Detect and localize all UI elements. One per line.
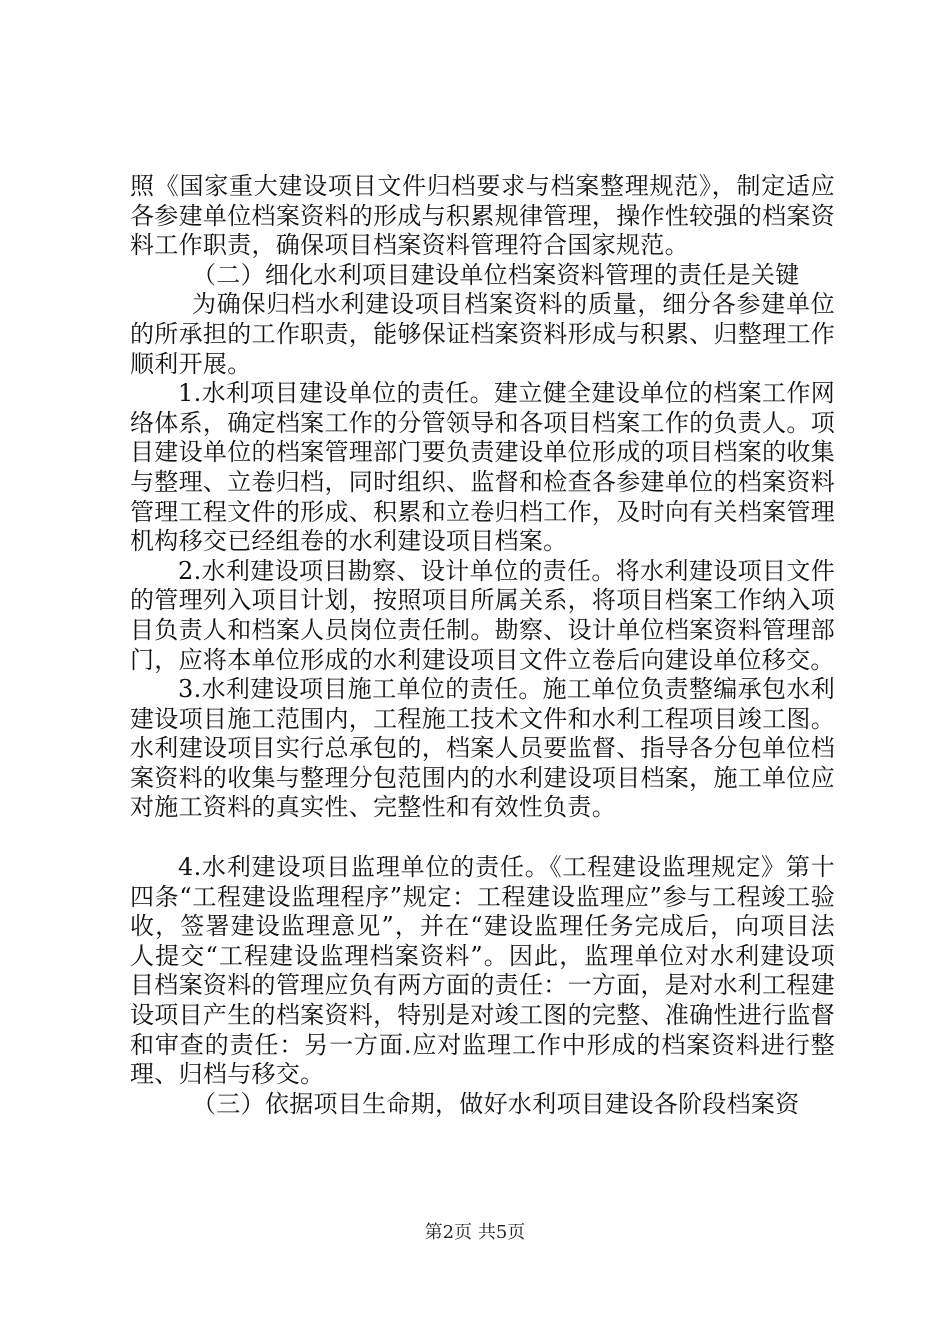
paragraph-item-4: 4.水利建设项目监理单位的责任。《工程建设监理规定》第十四条“工程建设监理程序”规定：工程建设监理应”参与工程竣工验收，签署建设监理意见”，并在“建设监理任务完成后，向项目法人提交“工程建设监理档案资料”。因此，监理单位对水利建设项目档案资料的管理应负有两方面的责任：一方面，是对水利工程建设项目产生的档案资料，特别是对竣工图的完整、准确性进行监督和审查的责任：另一方面.应对监理工作中形成的档案资料进行整理、归档与移交。 [130, 853, 835, 1089]
paragraph-intro: 为确保归档水利建设项目档案资料的质量，细分各参建单位的所承担的工作职责，能够保证档案资料形成与积累、归整理工作顺利开展。 [130, 290, 835, 378]
paragraph-item-1: 1.水利项目建设单位的责任。建立健全建设单位的档案工作网络体系，确定档案工作的分管领导和各项目档案工作的负责人。项目建设单位的档案管理部门要负责建设单位形成的项目档案的收集与整理、立卷归档，同时组织、监督和检查各参建单位的档案资料管理工程文件的形成、积累和立卷归档工作，及时向有关档案管理机构移交已经组卷的水利建设项目档案。 [130, 379, 835, 556]
paragraph-spacer [130, 823, 835, 853]
section-heading-3: （三）依据项目生命期，做好水利项目建设各阶段档案资 [192, 1089, 800, 1118]
page-footer: 第2页 共5页 [424, 1222, 526, 1243]
paragraph-item-2: 2.水利建设项目勘察、设计单位的责任。将水利建设项目文件的管理列入项目计划，按照项目所属关系，将项目档案工作纳入项目负责人和档案人员岗位责任制。勘察、设计单位档案资料管理部门，应将本单位形成的水利建设项目文件立卷后向建设单位移交。 [130, 556, 835, 674]
section-heading-2: （二）细化水利项目建设单位档案资料管理的责任是关键 [192, 260, 800, 289]
paragraph-continuation: 照《国家重大建设项目文件归档要求与档案整理规范》，制定适应各参建单位档案资料的形成与积累规律管理，操作性较强的档案资料工作职责，确保项目档案资料管理符合国家规范。 [130, 172, 835, 260]
paragraph-item-3: 3.水利建设项目施工单位的责任。施工单位负责整编承包水利建设项目施工范围内，工程施工技术文件和水利工程项目竣工图。水利建设项目实行总承包的，档案人员要监督、指导各分包单位档案资料的收集与整理分包范围内的水利建设项目档案，施工单位应对施工资料的真实性、完整性和有效性负责。 [130, 675, 835, 822]
document-body [130, 172, 835, 1119]
